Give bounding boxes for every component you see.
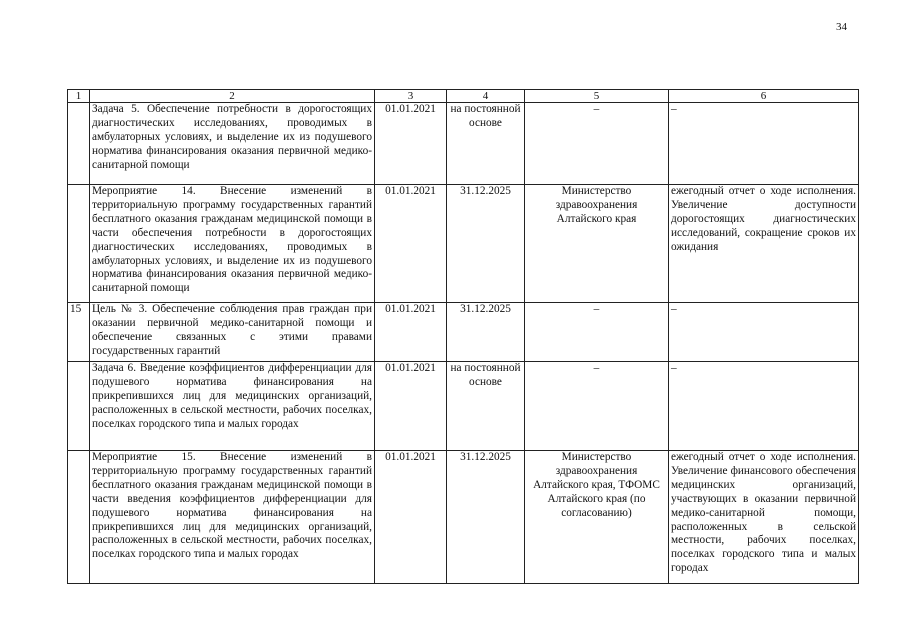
row-end-date: на постоянной основе xyxy=(447,362,525,451)
row-end-date: 31.12.2025 xyxy=(447,303,525,362)
row-result: – xyxy=(669,362,859,451)
table-row-goal-3 xyxy=(68,303,859,362)
row-description: Мероприятие 14. Внесение изменений в территориальную программу государственных гарантий бесплатного оказания гражданам медицинской помощи в части обеспечения потребности в дорогостоящих диагностических исследованиях, проводимых в амбулаторных условиях, и выделение их из подушевого норматива финансирования оказания первичной медико-санитарной помощи xyxy=(90,185,375,303)
row-description: Задача 5. Обеспечение потребности в дорогостоящих диагностических исследованиях, проводимых в амбулаторных условиях, и выделение их из подушевого норматива финансирования оказания первичной медико-санитарной помощи xyxy=(90,103,375,185)
column-header-5: 5 xyxy=(525,90,669,103)
row-executor: Министерство здравоохранения Алтайского края, ТФОМС Алтайского края (по согласованию) xyxy=(525,451,669,584)
row-result: – xyxy=(669,103,859,185)
row-executor: – xyxy=(525,362,669,451)
column-header-1: 1 xyxy=(68,90,90,103)
row-result: ежегодный отчет о ходе исполнения. Увеличение финансового обеспечения медицинских организаций, участвующих в оказании первичной медико-санитарной помощи, расположенных в сельской местности, рабочих поселках, поселках городского типа и малых городах xyxy=(669,451,859,584)
row-start-date: 01.01.2021 xyxy=(375,303,447,362)
row-description: Задача 6. Введение коэффициентов дифференциации для подушевого норматива финансирования на прикрепившихся лиц для медицинских организаций, расположенных в сельской местности, рабочих поселках, поселках городского типа и малых городах xyxy=(90,362,375,451)
row-description: Мероприятие 15. Внесение изменений в территориальную программу государственных гарантий бесплатного оказания гражданам медицинской помощи в части введения коэффициентов дифференциации для подушевого норматива финансирования на прикрепившихся лиц для медицинских организаций, расположенных в сельской местности, рабочих поселках, поселках городского типа и малых городах xyxy=(90,451,375,584)
row-end-date: 31.12.2025 xyxy=(447,451,525,584)
column-header-4: 4 xyxy=(447,90,525,103)
row-number xyxy=(68,185,90,303)
row-result: ежегодный отчет о ходе исполнения. Увеличение доступности дорогостоящих диагностических исследований, сокращение сроков их ожидания xyxy=(669,185,859,303)
row-start-date: 01.01.2021 xyxy=(375,362,447,451)
row-end-date: на постоянной основе xyxy=(447,103,525,185)
table-row-measure-14 xyxy=(68,185,859,303)
row-number xyxy=(68,451,90,584)
row-result: – xyxy=(669,303,859,362)
row-start-date: 01.01.2021 xyxy=(375,451,447,584)
column-header-3: 3 xyxy=(375,90,447,103)
column-header-6: 6 xyxy=(669,90,859,103)
table-header-row xyxy=(68,90,859,103)
table-row-task-6 xyxy=(68,362,859,451)
row-executor: – xyxy=(525,303,669,362)
row-start-date: 01.01.2021 xyxy=(375,185,447,303)
plan-table xyxy=(67,89,859,584)
page-number: 34 xyxy=(836,21,847,33)
row-number: 15 xyxy=(68,303,90,362)
row-executor: Министерство здравоохранения Алтайского края xyxy=(525,185,669,303)
table-row-task-5 xyxy=(68,103,859,185)
row-number xyxy=(68,362,90,451)
row-start-date: 01.01.2021 xyxy=(375,103,447,185)
row-description: Цель № 3. Обеспечение соблюдения прав граждан при оказании первичной медико-санитарной помощи и обеспечение связанных с этими правами государственных гарантий xyxy=(90,303,375,362)
row-end-date: 31.12.2025 xyxy=(447,185,525,303)
row-executor: – xyxy=(525,103,669,185)
column-header-2: 2 xyxy=(90,90,375,103)
table-row-measure-15 xyxy=(68,451,859,584)
row-number xyxy=(68,103,90,185)
